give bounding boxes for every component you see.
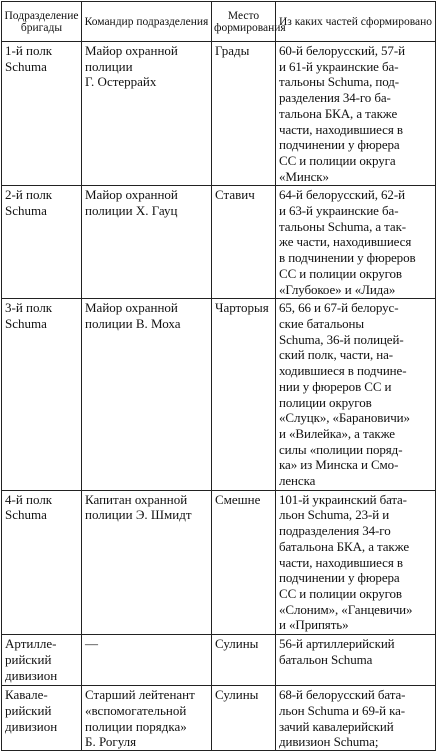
- cell-place: Чарторыя: [212, 299, 276, 490]
- cell-commander: Майор охранной полиции Х. Гауц: [82, 186, 212, 299]
- table-row: [2, 42, 436, 186]
- cell-unit: Артилле- рийский дивизион: [2, 635, 82, 686]
- cell-origin: 56-й артиллерийский батальон Schuma: [276, 635, 436, 686]
- header-place: Место формирования: [212, 2, 276, 42]
- cell-place: Сулины: [212, 686, 276, 751]
- cell-origin: 64-й белорусский, 62-й и 63-й украинские ба- тальоны Schuma, а так- же части, находившиеся в подчинении у фюреров СС и полиции округов «Глубокое» и «Лида»: [276, 186, 436, 299]
- cell-commander: —: [82, 635, 212, 686]
- header-origin: Из каких частей сформировано: [276, 2, 436, 42]
- cell-unit: Кавале- рийский дивизион: [2, 686, 82, 751]
- cell-place: Грады: [212, 42, 276, 186]
- table-row: [2, 686, 436, 751]
- cell-commander: Майор охранной полиции В. Моха: [82, 299, 212, 490]
- cell-origin: 65, 66 и 67-й белорус- ские батальоны Schuma, 36-й полицей- ский полк, части, на- ходившиеся в подчине- нии у фюреров СС и полиции округов «Слуцк», «Барановичи» и «Вилейка», а также силы «полиции поряд- ка» из Минска и Смо- ленска: [276, 299, 436, 490]
- cell-unit: 3-й полк Schuma: [2, 299, 82, 490]
- cell-origin: 68-й белорусский бата- льон Schuma и 69-й ка- зачий кавалерийский дивизион Schuma;: [276, 686, 436, 751]
- header-unit: Подразделение бригады: [2, 2, 82, 42]
- cell-place: Сулины: [212, 635, 276, 686]
- brigade-units-table: [1, 1, 436, 751]
- cell-unit: 1-й полк Schuma: [2, 42, 82, 186]
- cell-commander: Старший лейтенант «вспомогательной полиции порядка» Б. Рогуля: [82, 686, 212, 751]
- cell-origin: 101-й украинский батa- льон Schuma, 23-й и подразделения 34-го батальона БКА, а также части, находившиеся в подчинении у фюрера СС и полиции округов «Слоним», «Ганцевичи» и «Припять»: [276, 490, 436, 634]
- cell-commander: Майор охранной полиции Г. Остеррайх: [82, 42, 212, 186]
- table-row: [2, 490, 436, 634]
- table-row: [2, 186, 436, 299]
- header-commander: Командир подразделения: [82, 2, 212, 42]
- cell-place: Ставич: [212, 186, 276, 299]
- cell-place: Смешне: [212, 490, 276, 634]
- cell-unit: 2-й полк Schuma: [2, 186, 82, 299]
- table-row: [2, 299, 436, 490]
- cell-unit: 4-й полк Schuma: [2, 490, 82, 634]
- document-page: [0, 1, 436, 750]
- table-row: [2, 635, 436, 686]
- cell-commander: Капитан охранной полиции Э. Шмидт: [82, 490, 212, 634]
- cell-origin: 60-й белорусский, 57-й и 61-й украинские ба- тальоны Schuma, под- разделения 34-го ба- тальона БКА, а также части, находившиеся в подчинении у фюрера СС и полиции округа «Минск»: [276, 42, 436, 186]
- table-header-row: [2, 2, 436, 42]
